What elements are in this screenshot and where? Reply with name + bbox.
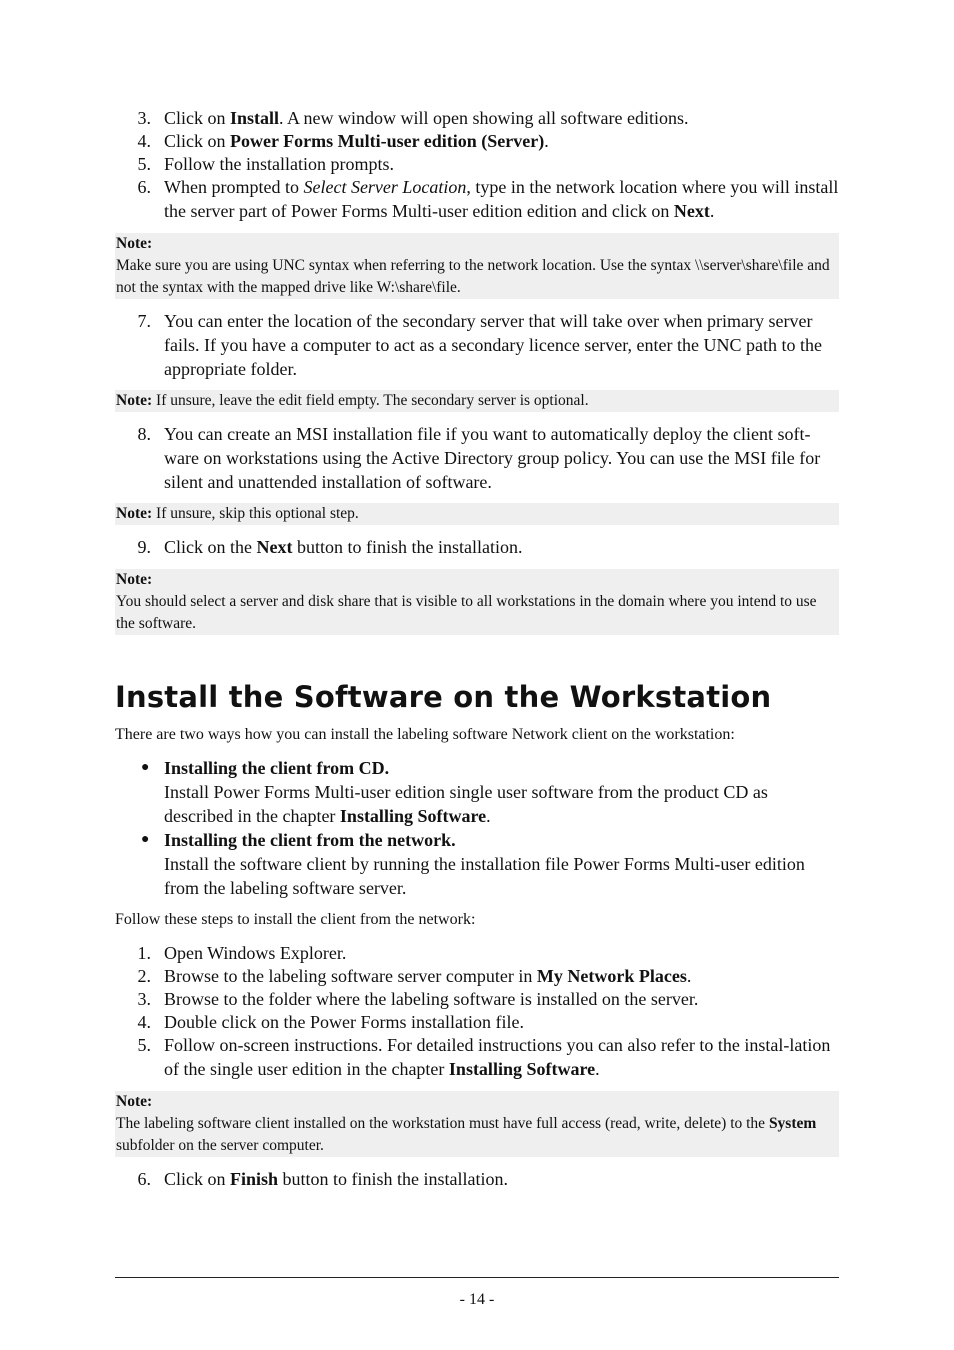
install-steps-list: [115, 422, 839, 494]
note-box: Note: The labeling software client installed on the workstation must have full access (read, write, delete) to the System subfolder on the server computer.: [115, 1091, 839, 1157]
install-steps-list: [115, 106, 839, 223]
steps-intro-paragraph: Follow these steps to install the client from the network:: [115, 911, 476, 928]
list-item: 5. Follow the installation prompts.: [137, 154, 394, 174]
list-item: 6. When prompted to Select Server Location, type in the network location where you will install the server part of Power Forms Multi-user edition edition and click on Next.: [137, 177, 839, 221]
intro-paragraph: There are two ways how you can install the labeling software Network client on the workstation:: [115, 726, 735, 743]
note-box: Note: Make sure you are using UNC syntax when referring to the network location. Use the syntax \\server\share\file and not the syntax with the mapped drive like W:\share\file.: [115, 233, 839, 299]
list-item: 3. Browse to the folder where the labeling software is installed on the server.: [137, 989, 699, 1009]
list-item: 4. Click on Power Forms Multi-user edition (Server).: [137, 131, 549, 151]
list-item: 2. Browse to the labeling software server computer in My Network Places.: [137, 966, 692, 986]
note-box: Note: You should select a server and disk share that is visible to all workstations in the domain where you intend to use the software.: [115, 569, 839, 635]
install-steps-list: [115, 309, 839, 381]
page-number: - 14 -: [459, 1291, 495, 1308]
footer-divider: [115, 1277, 839, 1278]
list-item: 6. Click on Finish button to finish the installation.: [137, 1169, 509, 1189]
list-item: ● Installing the client from CD. Install Power Forms Multi-user edition single user software from the product CD as described in the chapter Installing Software.: [141, 758, 768, 826]
list-item: 9. Click on the Next button to finish the installation.: [137, 537, 523, 557]
list-item: 1. Open Windows Explorer.: [137, 943, 347, 963]
page-content: [115, 106, 839, 1190]
note-box: Note: If unsure, leave the edit field empty. The secondary server is optional.: [115, 390, 839, 412]
install-steps-list: [115, 535, 839, 559]
note-box: Note: If unsure, skip this optional step.: [115, 503, 839, 525]
install-methods-list: [115, 756, 839, 900]
list-item: ● Installing the client from the network. Install the software client by running the installation file Power Forms Multi-user edition from the labeling software server.: [141, 830, 805, 898]
section-heading: Install the Software on the Workstation: [115, 680, 772, 714]
list-item: 7. You can enter the location of the secondary server that will take over when primary server fails. If you have a computer to act as a secondary licence server, enter the UNC path to the appropriate folder.: [137, 311, 823, 379]
network-steps-list: [115, 941, 839, 1081]
network-steps-list: [115, 1167, 839, 1191]
list-item: 4. Double click on the Power Forms installation file.: [137, 1012, 524, 1032]
list-item: 5. Follow on-screen instructions. For detailed instructions you can also refer to the instal-lation of the single user edition in the chapter Installing Software.: [137, 1035, 831, 1079]
list-item: 3. Click on Install. A new window will open showing all software editions.: [137, 108, 689, 128]
list-item: 8. You can create an MSI installation file if you want to automatically deploy the client soft-ware on workstations using the Active Directory group policy. You can use the MSI file for silent and unattended installation of software.: [137, 424, 821, 492]
